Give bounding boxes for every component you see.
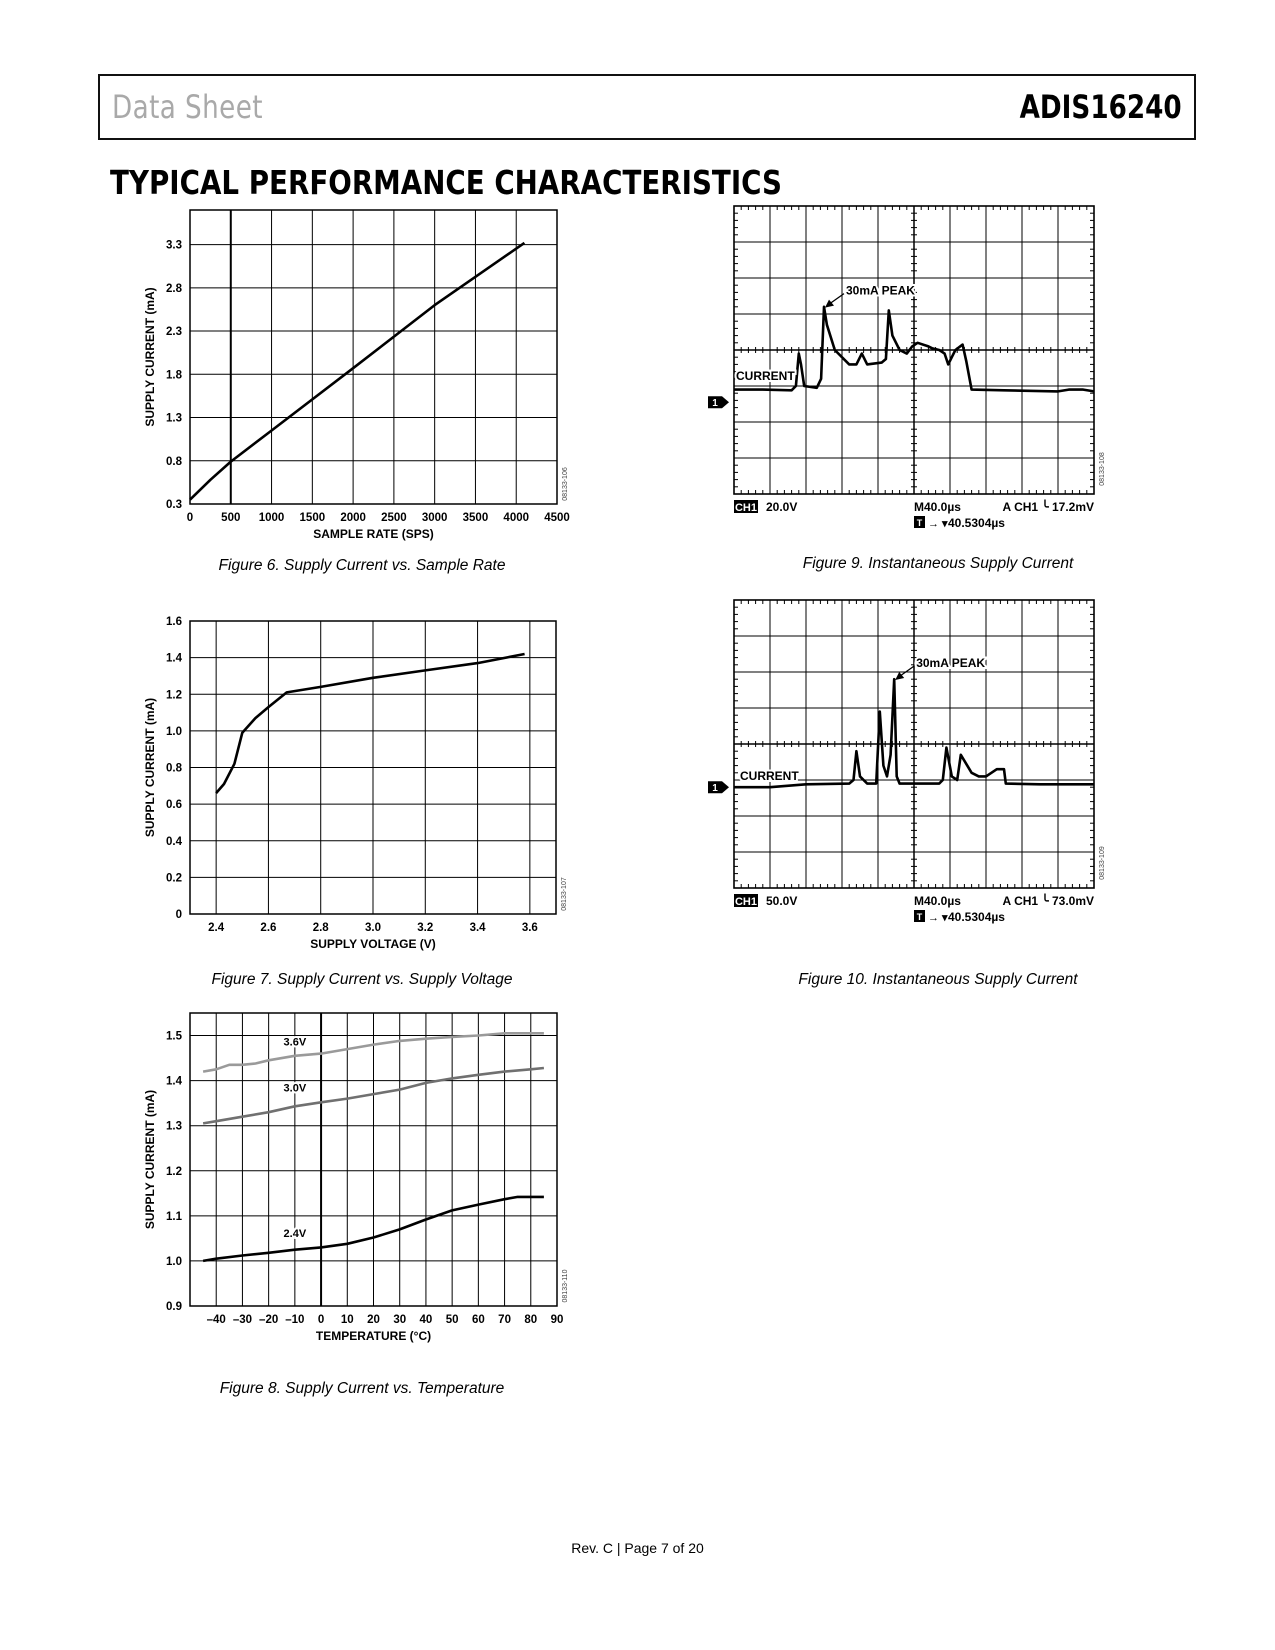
x-tick-label: 50	[445, 1314, 459, 1326]
figure-id: 08133-110	[562, 1269, 569, 1303]
y-axis-label: SUPPLY CURRENT (mA)	[143, 697, 157, 838]
series-label: 3.0V	[283, 1082, 307, 1095]
trigger-setting: A CH1 ╰ 73.0mV	[1002, 894, 1094, 908]
channel-marker-label: 1	[712, 783, 718, 795]
y-tick-label: 1.3	[166, 1120, 182, 1133]
x-tick-label: 40	[419, 1314, 433, 1326]
y-tick-label: 0.4	[166, 835, 182, 848]
x-tick-label: –30	[232, 1314, 253, 1326]
x-tick-label: 3.4	[469, 922, 486, 934]
figure-id: 08133-108	[1099, 452, 1106, 486]
figure-9-caption: Figure 9. Instantaneous Supply Current	[802, 555, 1074, 572]
section-title: TYPICAL PERFORMANCE CHARACTERISTICS	[110, 163, 782, 202]
trigger-badge-label: T	[916, 912, 923, 922]
y-tick-label: 1.0	[166, 725, 182, 738]
y-tick-label: 3.3	[166, 239, 182, 252]
x-tick-label: 90	[550, 1314, 564, 1326]
trace-label: CURRENT	[736, 369, 795, 383]
y-tick-label: 1.2	[166, 689, 182, 702]
trigger-setting: A CH1 ╰ 17.2mV	[1002, 500, 1094, 514]
y-axis-label: SUPPLY CURRENT (mA)	[143, 287, 157, 427]
y-tick-label: 1.8	[166, 369, 182, 382]
header-doc-type: Data Sheet	[112, 88, 263, 126]
y-tick-label: 1.5	[166, 1030, 182, 1043]
channel-marker-label: 1	[712, 398, 718, 410]
x-tick-label: 2.8	[312, 922, 329, 934]
figure-10-caption: Figure 10. Instantaneous Supply Current	[798, 971, 1078, 988]
peak-annotation: 30mA PEAK	[846, 283, 915, 298]
y-tick-label: 0	[175, 909, 182, 921]
y-tick-label: 1.4	[166, 1075, 182, 1088]
x-tick-label: 3500	[462, 512, 489, 524]
x-tick-label: 3.6	[521, 922, 538, 934]
ch-label: CH1	[734, 896, 758, 908]
x-tick-label: 2000	[340, 512, 366, 524]
x-tick-label: 30	[393, 1314, 407, 1326]
y-tick-label: 1.1	[166, 1210, 182, 1223]
x-axis-label: TEMPERATURE (°C)	[315, 1329, 432, 1343]
x-tick-label: 2500	[381, 512, 407, 524]
figure-8-caption: Figure 8. Supply Current vs. Temperature	[219, 1380, 505, 1397]
trigger-arrow: → ▾	[928, 912, 948, 924]
y-tick-label: 0.8	[166, 762, 182, 775]
ch-scale: 20.0V	[766, 500, 798, 514]
page-footer: Rev. C | Page 7 of 20	[571, 1540, 704, 1556]
x-tick-label: 20	[367, 1314, 380, 1326]
x-tick-label: –20	[259, 1314, 279, 1326]
trigger-arrow: → ▾	[928, 518, 948, 530]
trace-label: CURRENT	[740, 769, 799, 783]
x-tick-label: 1500	[299, 512, 326, 524]
trigger-position: 40.5304µs	[948, 516, 1005, 530]
x-axis-label: SUPPLY VOLTAGE (V)	[310, 937, 436, 951]
x-tick-label: 0	[317, 1314, 325, 1326]
y-tick-label: 0.6	[166, 799, 182, 812]
y-tick-label: 1.3	[166, 412, 182, 425]
x-tick-label: 3.0	[365, 922, 381, 934]
y-tick-label: 1.4	[166, 652, 182, 665]
y-tick-label: 1.0	[166, 1255, 182, 1268]
y-axis-label: SUPPLY CURRENT (mA)	[143, 1089, 157, 1230]
x-tick-label: 2.4	[208, 922, 225, 934]
x-tick-label: 80	[524, 1314, 538, 1326]
y-tick-label: 2.3	[166, 326, 182, 339]
x-tick-label: 10	[340, 1314, 354, 1326]
series-label: 3.6V	[283, 1036, 307, 1049]
y-tick-label: 0.9	[166, 1301, 182, 1313]
x-tick-label: 4500	[544, 512, 570, 524]
y-tick-label: 0.8	[166, 455, 182, 468]
figure-id: 08133-107	[561, 877, 568, 911]
x-tick-label: 2.6	[260, 922, 277, 934]
x-tick-label: 70	[498, 1314, 511, 1326]
y-tick-label: 1.2	[166, 1165, 182, 1178]
x-tick-label: –40	[206, 1314, 226, 1326]
y-tick-label: 0.3	[166, 499, 182, 511]
timebase: M40.0µs	[914, 500, 961, 514]
y-tick-label: 2.8	[166, 282, 182, 295]
x-axis-label: SAMPLE RATE (SPS)	[313, 527, 434, 541]
header-part-number: ADIS16240	[1019, 88, 1182, 126]
figure-7-caption: Figure 7. Supply Current vs. Supply Voltage	[211, 971, 513, 988]
x-tick-label: 3000	[421, 512, 448, 524]
figure-6-caption: Figure 6. Supply Current vs. Sample Rate	[218, 557, 506, 574]
figure-id: 08133-109	[1099, 846, 1106, 880]
channel-marker	[708, 781, 729, 793]
x-tick-label: 4000	[503, 512, 530, 524]
x-tick-label: 0	[186, 512, 194, 524]
trigger-badge-label: T	[916, 518, 923, 528]
x-tick-label: 500	[221, 512, 241, 524]
timebase: M40.0µs	[914, 894, 961, 908]
peak-annotation: 30mA PEAK	[916, 656, 986, 670]
y-tick-label: 1.6	[166, 616, 182, 628]
ch-scale: 50.0V	[766, 894, 798, 908]
x-tick-label: 60	[471, 1314, 485, 1326]
x-tick-label: 3.2	[417, 922, 434, 934]
x-tick-label: –10	[285, 1314, 305, 1326]
y-tick-label: 0.2	[166, 872, 182, 885]
figure-id: 08133-106	[562, 467, 569, 501]
x-tick-label: 1000	[258, 512, 285, 524]
trigger-position: 40.5304µs	[948, 910, 1005, 924]
ch-label: CH1	[734, 502, 758, 514]
series-label: 2.4V	[283, 1228, 307, 1241]
